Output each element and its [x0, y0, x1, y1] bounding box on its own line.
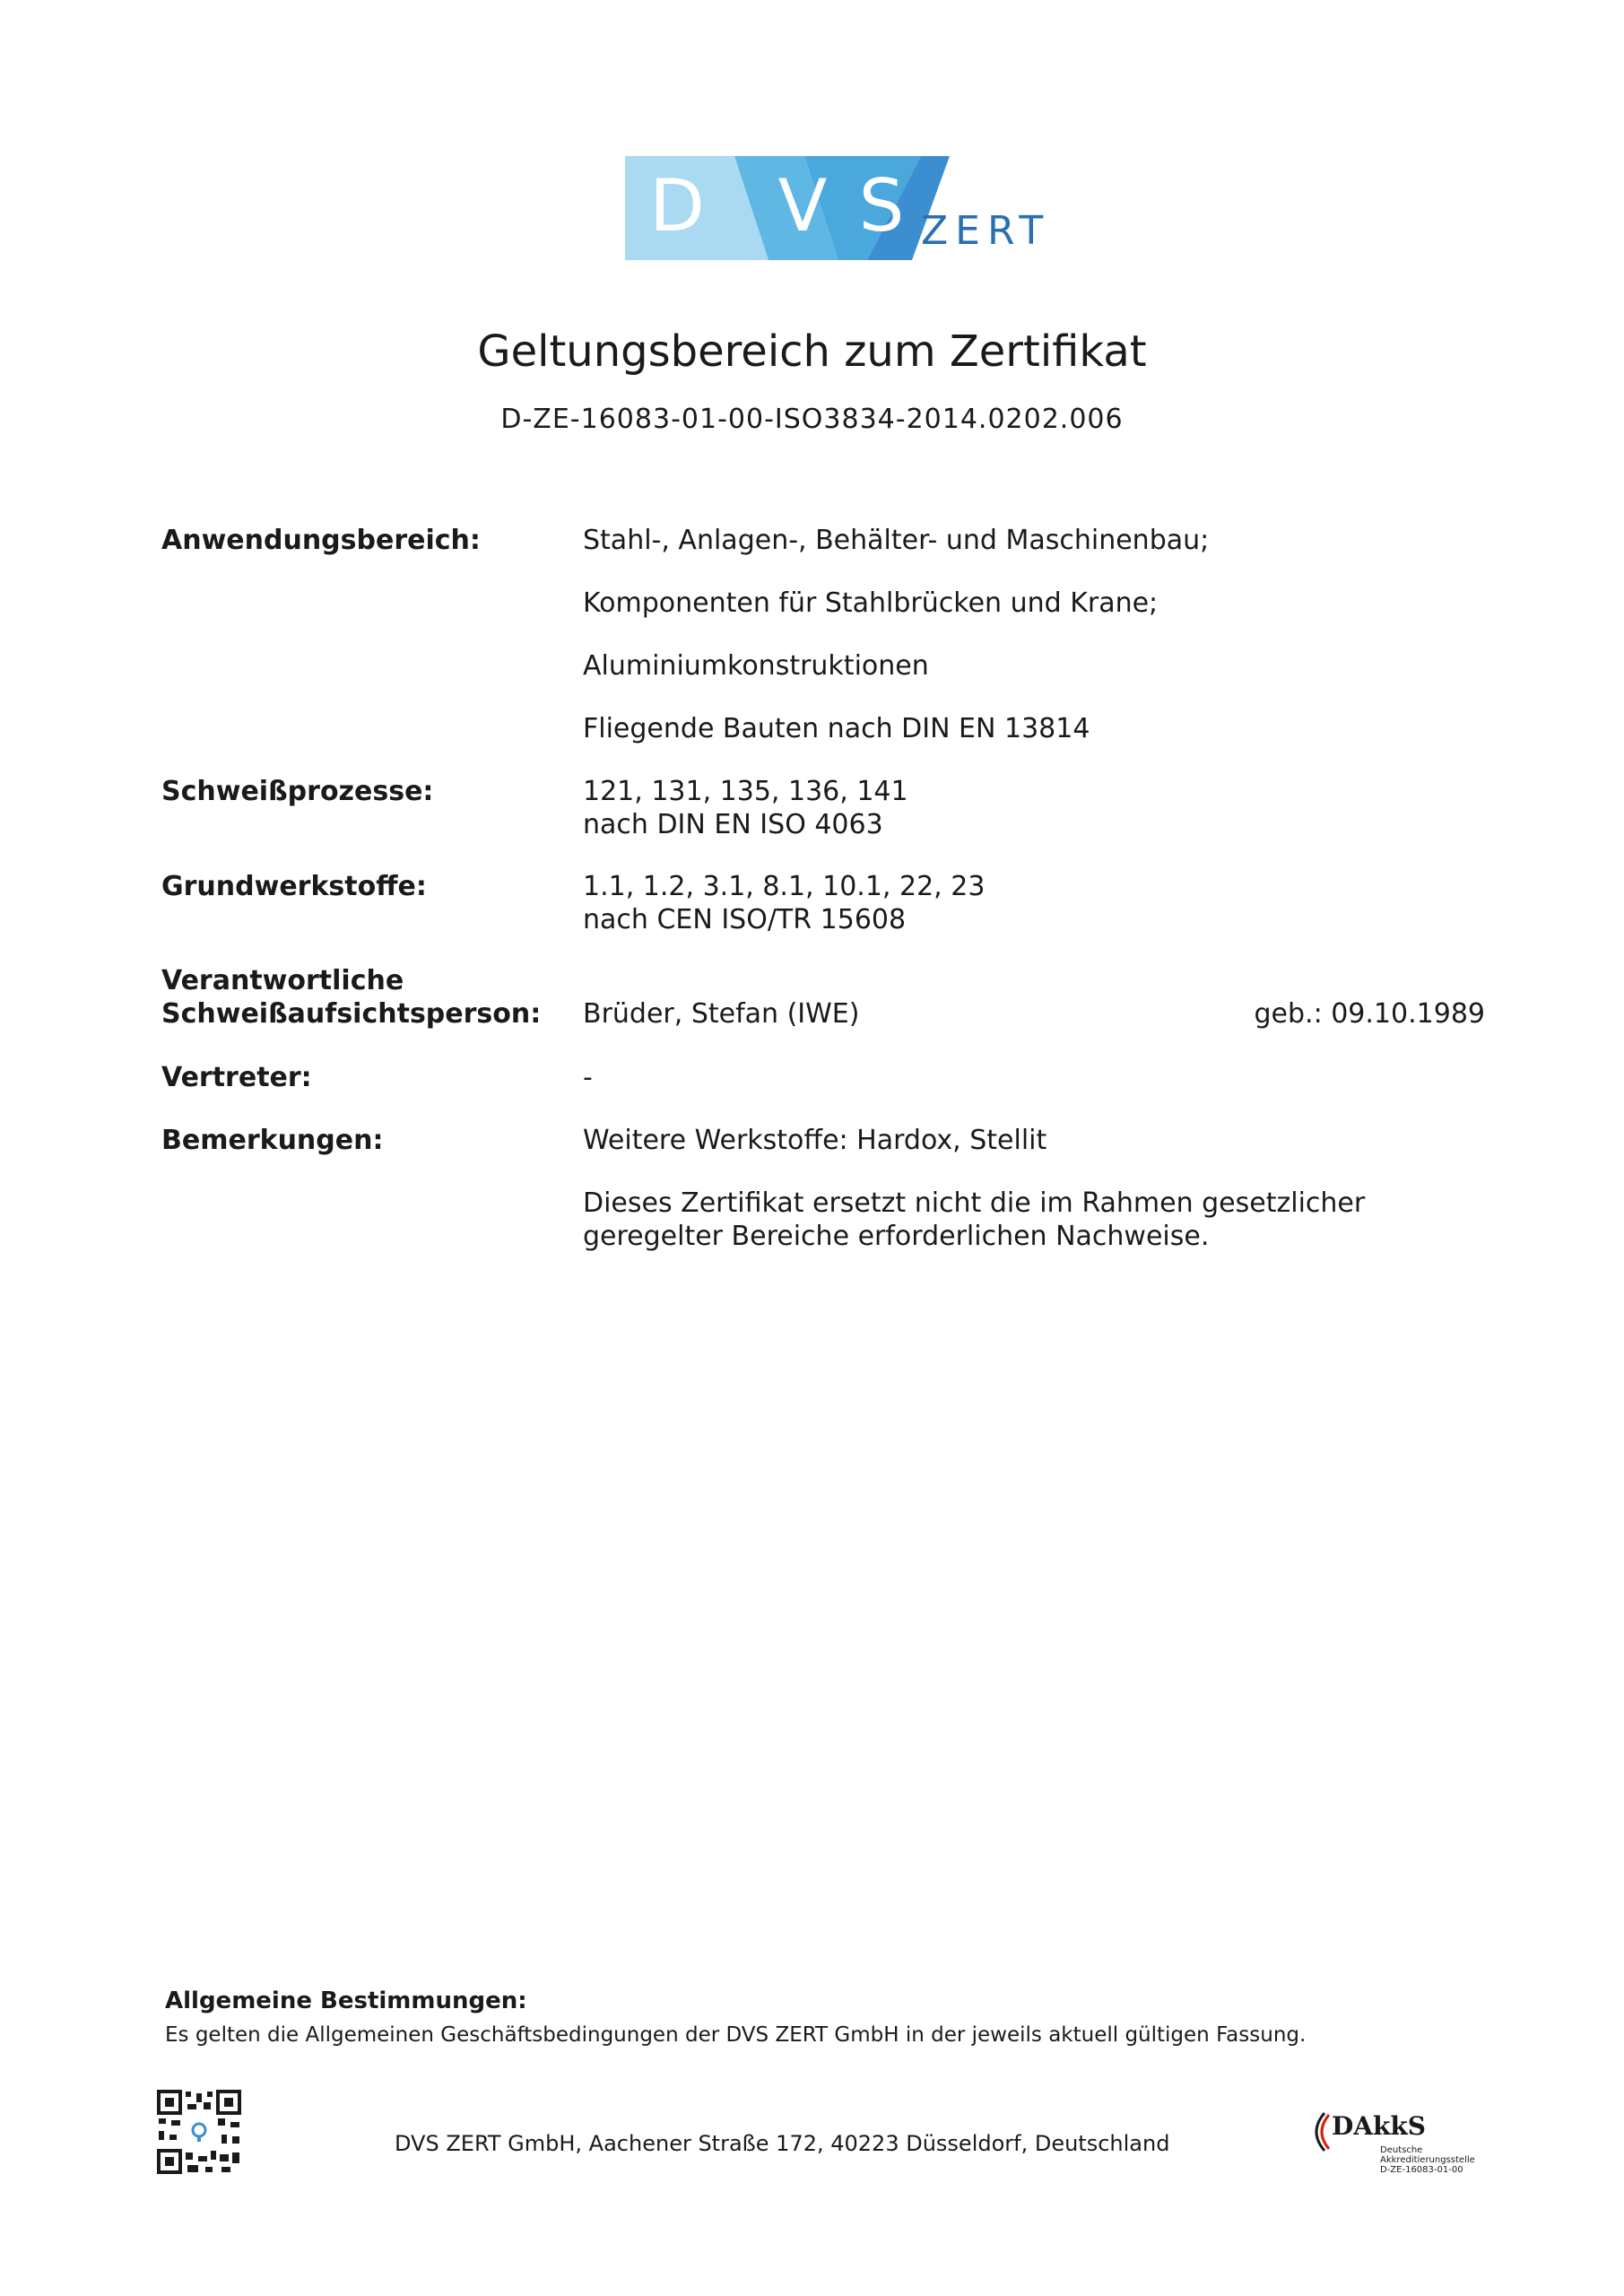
welding-processes-line-1: 121, 131, 135, 136, 141 — [583, 776, 908, 807]
remarks-line-2: Dieses Zertifikat ersetzt nicht die im Rahmen gesetzlicher — [583, 1187, 1366, 1219]
qr-code-icon — [157, 2090, 241, 2174]
application-line-3: Aluminiumkonstruktionen — [583, 650, 929, 682]
dakks-line-1: Deutsche — [1380, 2145, 1423, 2155]
general-terms-heading: Allgemeine Bestimmungen: — [165, 1987, 527, 2014]
base-materials-line-2: nach CEN ISO/TR 15608 — [583, 904, 907, 935]
dakks-line-3: D-ZE-16083-01-00 — [1380, 2165, 1463, 2175]
remarks-line-3: geregelter Bereiche erforderlichen Nachweise. — [583, 1221, 1210, 1252]
application-line-4: Fliegende Bauten nach DIN EN 13814 — [583, 713, 1090, 744]
deputy-label: Vertreter: — [161, 1062, 312, 1093]
application-label: Anwendungsbereich: — [161, 525, 481, 556]
responsible-person-birth: geb.: 09.10.1989 — [1254, 998, 1485, 1030]
remarks-label: Bemerkungen: — [161, 1125, 384, 1156]
application-line-2: Komponenten für Stahlbrücken und Krane; — [583, 587, 1159, 619]
base-materials-line-1: 1.1, 1.2, 3.1, 8.1, 10.1, 22, 23 — [583, 871, 986, 902]
application-line-1: Stahl-, Anlagen-, Behälter- und Maschinenbau; — [583, 525, 1210, 556]
responsible-person-label-line-2: Schweißaufsichtsperson: — [161, 998, 542, 1030]
general-terms-text: Es gelten die Allgemeinen Geschäftsbedingungen der DVS ZERT GmbH in der jeweils aktuell gültigen Fassung. — [165, 2023, 1307, 2047]
logo-zert-text: ZERT — [921, 208, 1051, 254]
dakks-arc-icon — [1305, 2109, 1332, 2154]
dakks-brand: DAkkS — [1332, 2111, 1427, 2141]
dakks-accreditation-mark — [1305, 2108, 1511, 2188]
logo-letter-v: V — [777, 164, 828, 248]
base-materials-label: Grundwerkstoffe: — [161, 871, 427, 902]
remarks-line-1: Weitere Werkstoffe: Hardox, Stellit — [583, 1125, 1047, 1156]
responsible-person-name: Brüder, Stefan (IWE) — [583, 998, 860, 1030]
dakks-line-2: Akkreditierungsstelle — [1380, 2155, 1475, 2165]
logo-letter-s: S — [858, 164, 905, 248]
page-title: Geltungsbereich zum Zertifikat — [477, 326, 1147, 377]
welding-processes-label: Schweißprozesse: — [161, 776, 434, 807]
deputy-value: - — [583, 1062, 593, 1093]
responsible-person-label-line-1: Verantwortliche — [161, 965, 404, 996]
welding-processes-line-2: nach DIN EN ISO 4063 — [583, 809, 883, 840]
certificate-number: D-ZE-16083-01-00-ISO3834-2014.0202.006 — [500, 404, 1124, 435]
logo-letter-d: D — [649, 164, 705, 248]
company-address: DVS ZERT GmbH, Aachener Straße 172, 40223 Düsseldorf, Deutschland — [395, 2131, 1170, 2156]
